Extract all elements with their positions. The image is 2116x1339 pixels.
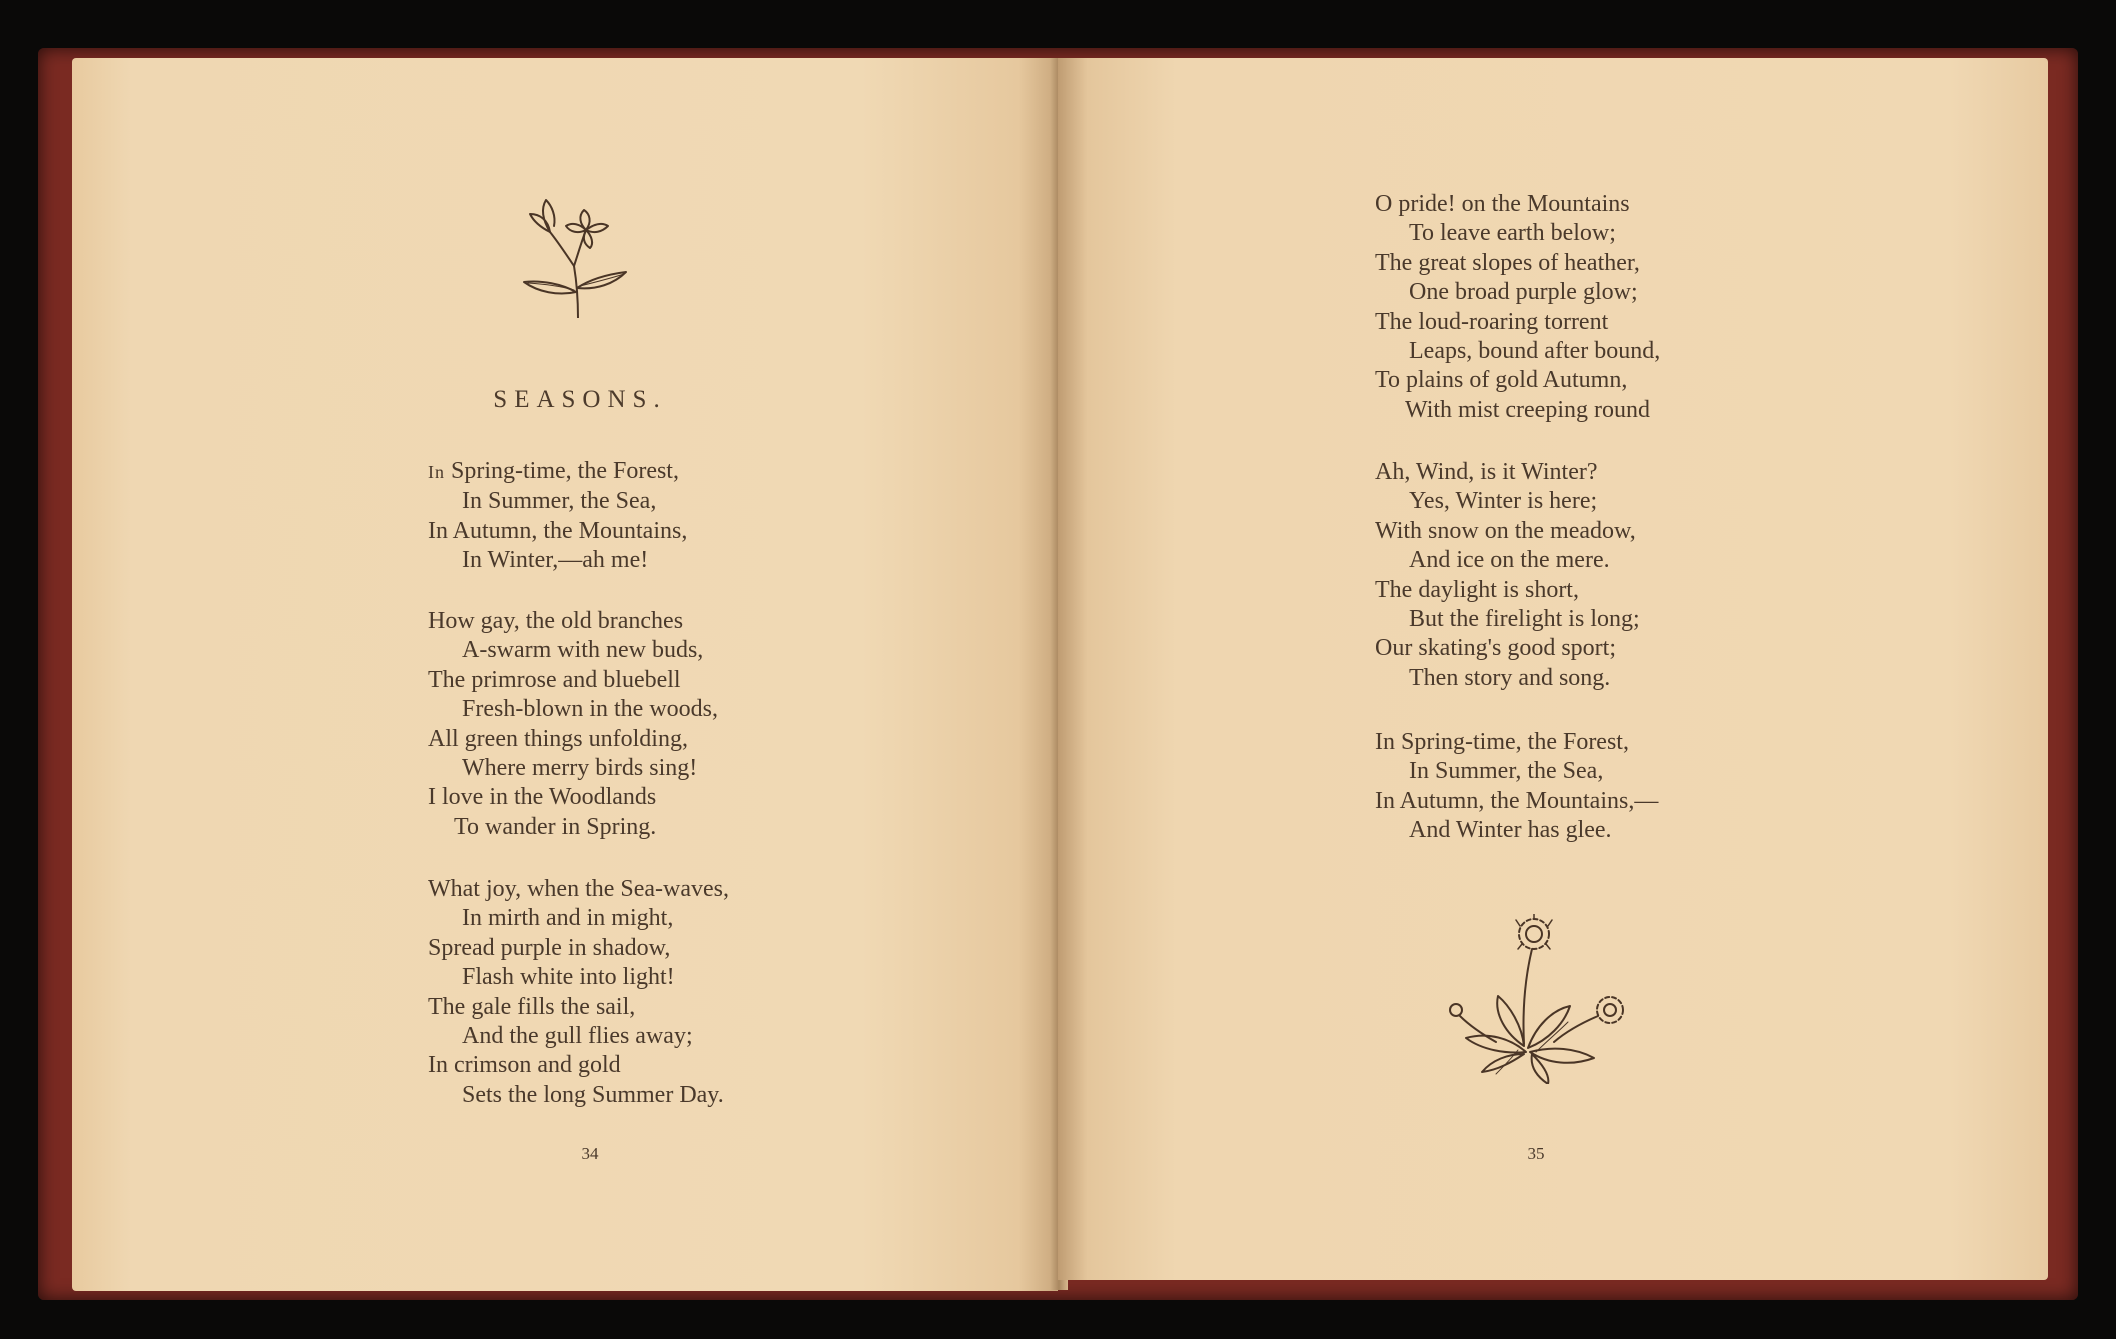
verse-line: To leave earth below; (1409, 220, 1616, 247)
verse-line: The daylight is short, (1375, 576, 1579, 603)
verse-line: In Summer, the Sea, (1409, 758, 1604, 785)
verse-line: The loud-roaring torrent (1375, 308, 1609, 335)
verse-line: Where merry birds sing! (462, 755, 698, 782)
verse-line: And ice on the mere. (1409, 547, 1610, 574)
stanza-2 (428, 607, 718, 842)
stanza-3 (428, 875, 729, 1110)
stanza-1 (428, 457, 687, 576)
verse-line: O pride! on the Mountains (1375, 191, 1630, 217)
verse-line: In Spring-time, the Forest, (1375, 729, 1629, 755)
verse-line: In Winter,—ah me! (462, 547, 649, 574)
verse-line: Sets the long Summer Day. (462, 1081, 724, 1108)
flower-sprig-icon (520, 192, 632, 318)
stanza-6 (1375, 728, 1658, 846)
verse-line: One broad purple glow; (1409, 279, 1638, 306)
verse-line: And Winter has glee. (1409, 817, 1612, 844)
verse-line: I love in the Woodlands (428, 784, 657, 811)
verse-line: In mirth and in might, (462, 905, 674, 932)
poem-title: SEASONS. (493, 386, 667, 413)
verse-line: Ah, Wind, is it Winter? (1375, 459, 1598, 485)
verse-line: Spread purple in shadow, (428, 934, 671, 961)
verse-line: In crimson and gold (428, 1052, 621, 1079)
page-number: 35 (1527, 1144, 1545, 1163)
verse-line: The gale fills the sail, (428, 993, 636, 1020)
verse-line: In Summer, the Sea, (462, 488, 657, 515)
verse-line: In Autumn, the Mountains,— (1375, 787, 1659, 814)
stanza-5 (1375, 458, 1640, 693)
verse-line: In Spring-time, the Forest, (428, 458, 679, 484)
verse-line: All green things unfolding, (428, 725, 688, 752)
verse-line: With snow on the meadow, (1375, 517, 1636, 544)
verse-line: A-swarm with new buds, (462, 637, 704, 664)
verse-line: Flash white into light! (462, 964, 675, 991)
verse-line: To plains of gold Autumn, (1375, 367, 1628, 394)
verse-line: In Autumn, the Mountains, (428, 517, 688, 544)
verse-line: Then story and song. (1409, 664, 1611, 691)
verse-line: To wander in Spring. (454, 813, 657, 840)
page-number: 34 (581, 1144, 599, 1163)
verse-line: Leaps, bound after bound, (1409, 338, 1661, 365)
verse-line: Fresh-blown in the woods, (462, 696, 718, 723)
verse-line: With mist creeping round (1405, 396, 1650, 423)
verse-line: The primrose and bluebell (428, 666, 681, 693)
verse-line: Our skating's good sport; (1375, 635, 1616, 662)
verse-line: Yes, Winter is here; (1409, 488, 1598, 515)
stanza-4 (1375, 190, 1660, 425)
small-caps-lead: In (428, 462, 445, 482)
verse-line: How gay, the old branches (428, 608, 684, 634)
daisy-plant-icon (1436, 914, 1632, 1084)
verse-line: What joy, when the Sea-waves, (428, 876, 730, 902)
verse-line: But the firelight is long; (1409, 606, 1640, 633)
verse-line: The great slopes of heather, (1375, 249, 1640, 276)
verse-line: And the gull flies away; (462, 1023, 693, 1050)
